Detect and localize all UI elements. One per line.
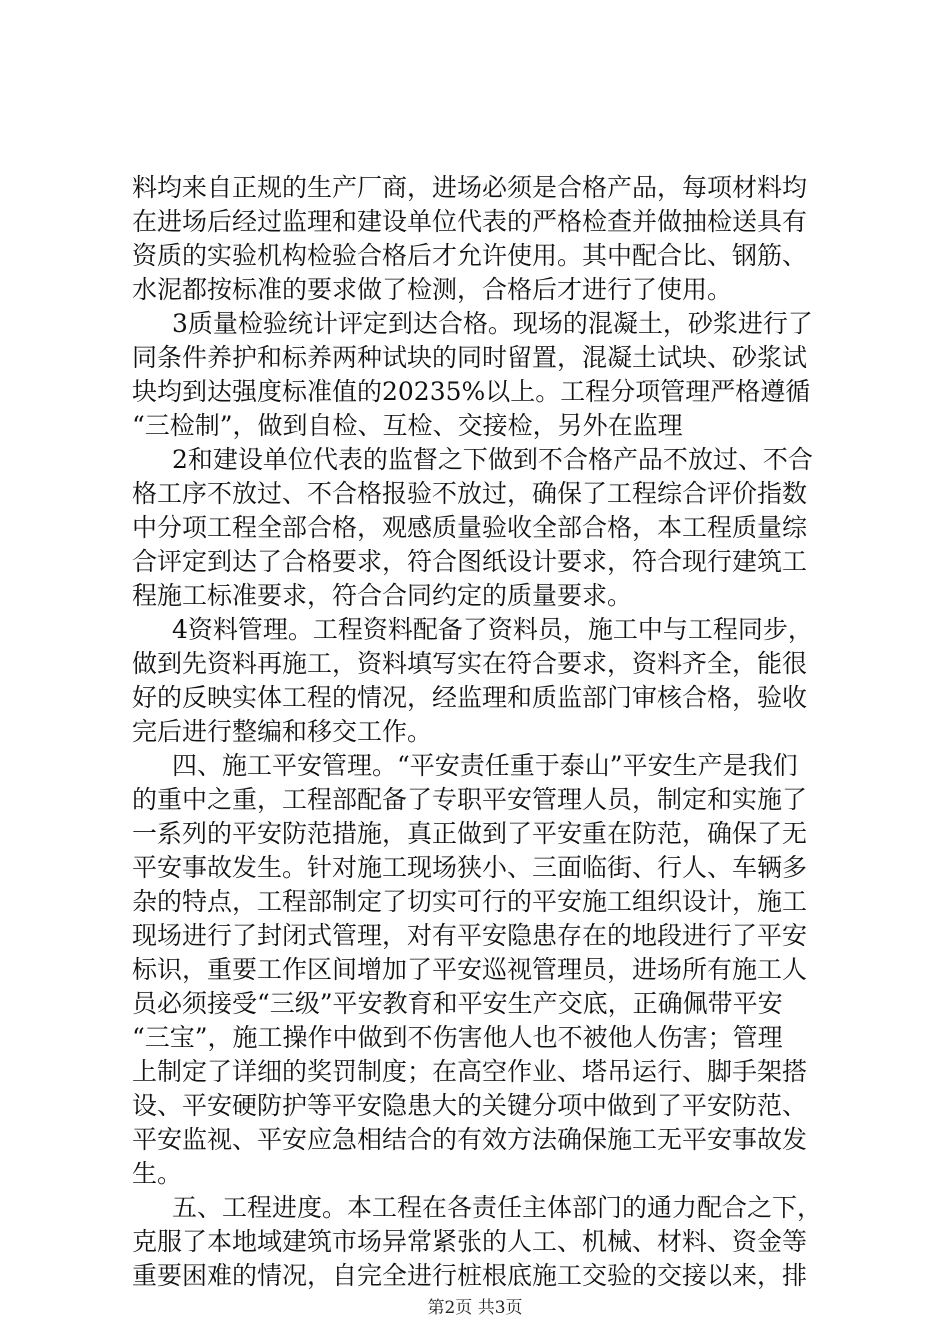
text-line: 标识，重要工作区间增加了平安巡视管理员，进场所有施工人 — [132, 955, 808, 984]
paragraph-start-line: 4资料管理。工程资料配备了资料员，施工中与工程同步， — [172, 615, 813, 644]
text-line: 中分项工程全部合格，观感质量验收全部合格，本工程质量综 — [132, 513, 808, 542]
text-line: 杂的特点，工程部制定了切实可行的平安施工组织设计，施工 — [132, 887, 808, 916]
paragraph-start-line: 四、施工平安管理。“平安责任重于泰山”平安生产是我们 — [172, 751, 798, 780]
paragraph-start-line: 2和建设单位代表的监督之下做到不合格产品不放过、不合 — [172, 445, 813, 474]
text-line: 完后进行整编和移交工作。 — [132, 717, 433, 746]
paragraph-start-line: 五、工程进度。本工程在各责任主体部门的通力配合之下， — [172, 1193, 823, 1222]
text-line: “三宝”，施工操作中做到不伤害他人也不被他人伤害；管理 — [132, 1023, 783, 1052]
text-line: 合评定到达了合格要求，符合图纸设计要求，符合现行建筑工 — [132, 547, 808, 576]
text-line: 现场进行了封闭式管理，对有平安隐患存在的地段进行了平安 — [132, 921, 808, 950]
paragraph-start-line: 3质量检验统计评定到达合格。现场的混凝土，砂浆进行了 — [172, 309, 813, 338]
text-line: 克服了本地域建筑市场异常紧张的人工、机械、材料、资金等 — [132, 1227, 808, 1256]
text-line: 水泥都按标准的要求做了检测，合格后才进行了使用。 — [132, 275, 733, 304]
text-line: 格工序不放过、不合格报验不放过，确保了工程综合评价指数 — [132, 479, 808, 508]
text-line: 平安监视、平安应急相结合的有效方法确保施工无平安事故发 — [132, 1125, 808, 1154]
text-line: 的重中之重，工程部配备了专职平安管理人员，制定和实施了 — [132, 785, 808, 814]
text-line: 程施工标准要求，符合合同约定的质量要求。 — [132, 581, 633, 610]
text-line: 上制定了详细的奖罚制度；在高空作业、塔吊运行、脚手架搭 — [132, 1057, 808, 1086]
text-line: 同条件养护和标养两种试块的同时留置，混凝土试块、砂浆试 — [132, 343, 808, 372]
text-line: 设、平安硬防护等平安隐患大的关键分项中做到了平安防范、 — [132, 1091, 808, 1120]
text-line: “三检制”，做到自检、互检、交接检，另外在监理 — [132, 411, 683, 440]
text-line: 重要困难的情况，自完全进行桩根底施工交验的交接以来，排 — [132, 1261, 808, 1290]
text-line: 做到先资料再施工，资料填写实在符合要求，资料齐全，能很 — [132, 649, 808, 678]
text-line: 一系列的平安防范措施，真正做到了平安重在防范，确保了无 — [132, 819, 808, 848]
page-footer: 第2页 共3页 — [427, 1298, 523, 1318]
text-line: 在进场后经过监理和建设单位代表的严格检查并做抽检送具有 — [132, 207, 808, 236]
text-line: 好的反映实体工程的情况，经监理和质监部门审核合格，验收 — [132, 683, 808, 712]
text-line: 生。 — [132, 1159, 183, 1188]
text-line: 员必须接受“三级”平安教育和平安生产交底，正确佩带平安 — [132, 989, 783, 1018]
text-line: 平安事故发生。针对施工现场狭小、三面临街、行人、车辆多 — [132, 853, 808, 882]
text-line: 资质的实验机构检验合格后才允许使用。其中配合比、钢筋、 — [132, 241, 808, 270]
text-line: 料均来自正规的生产厂商，进场必须是合格产品，每项材料均 — [132, 173, 808, 202]
text-line: 块均到达强度标准值的20235%以上。工程分项管理严格遵循 — [132, 377, 811, 406]
